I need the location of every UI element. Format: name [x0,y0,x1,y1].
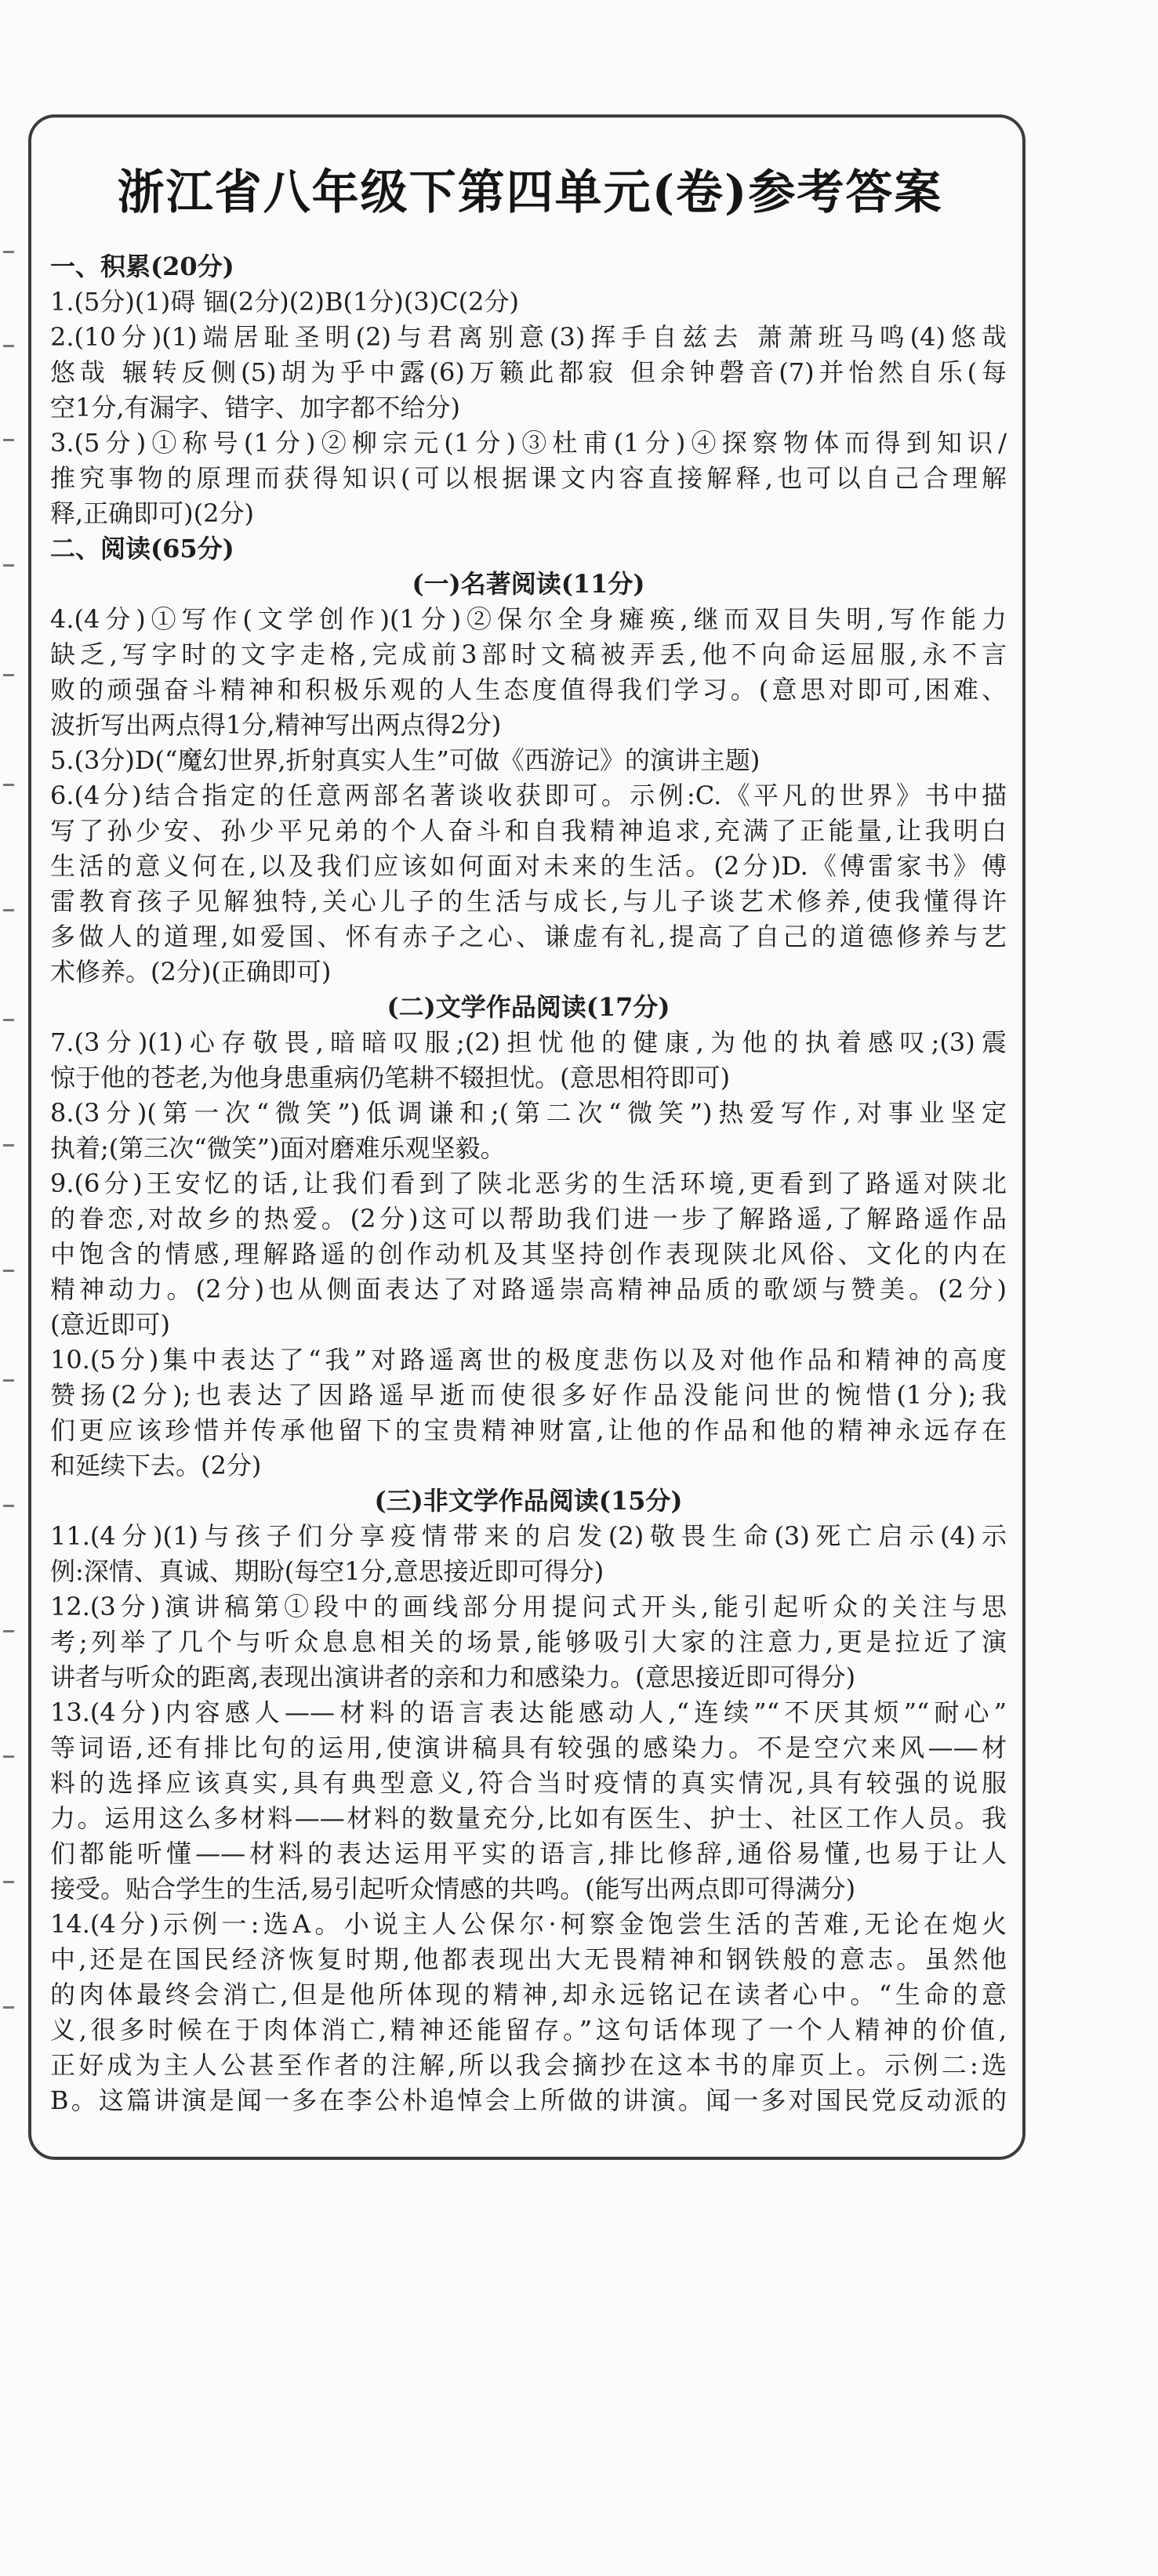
page-edge-marks [0,235,20,2116]
section-heading: 二、阅读(65分) [50,534,234,563]
answer-line: 2.(10分)(1)端居耻圣明(2)与君离别意(3)挥手自兹去 萧萧班马鸣(4)悠哉 [50,322,1007,352]
answer-line: 5.(3分)D(“魔幻世界,折射真实人生”可做《西游记》的演讲主题) [50,745,761,775]
answer-line: 11.(4分)(1)与孩子们分享疫情带来的启发(2)敬畏生命(3)死亡启示(4)示 [50,1521,1007,1551]
answer-line: 8.(3分)(第一次“微笑”)低调谦和;(第二次“微笑”)热爱写作,对事业坚定 [50,1098,1007,1128]
answer-line: 7.(3分)(1)心存敬畏,暗暗叹服;(2)担忧他的健康,为他的执着感叹;(3)震 [50,1027,1007,1057]
answer-line: 4.(4分)①写作(文学创作)(1分)②保尔全身瘫痪,继而双目失明,写作能力 [50,604,1007,634]
subsection-heading: (二)文学作品阅读(17分) [387,992,670,1022]
answer-line: 的肉体最终会消亡,但是他所体现的精神,却永远铭记在读者心中。“生命的意 [50,1980,1007,2009]
answer-line: 中饱含的情感,理解路遥的创作动机及其坚持创作表现陕北风俗、文化的内在 [50,1239,1007,1269]
answer-line: 空1分,有漏字、错字、加字都不给分) [50,393,461,422]
answer-key-frame [28,114,1026,2160]
answer-line: B。这篇讲演是闻一多在李公朴追悼会上所做的讲演。闻一多对国民党反动派的 [50,2085,1007,2115]
answer-line: 正好成为主人公甚至作者的注解,所以我会摘抄在这本书的扉页上。示例二:选 [50,2050,1007,2080]
answer-line: 讲者与听众的距离,表现出演讲者的亲和力和感染力。(意思接近即可得分) [50,1662,856,1692]
answer-line: 波折写出两点得1分,精神写出两点得2分) [50,710,502,740]
answer-line: 10.(5分)集中表达了“我”对路遥离世的极度悲伤以及对他作品和精神的高度 [50,1345,1007,1375]
answer-line: 推究事物的原理而获得知识(可以根据课文内容直接解释,也可以自己合理解 [50,463,1007,493]
answer-line: 术修养。(2分)(正确即可) [50,957,332,987]
section-heading: 一、积累(20分) [50,252,234,281]
answer-line: 14.(4分)示例一:选A。小说主人公保尔·柯察金饱尝生活的苦难,无论在炮火 [50,1909,1007,1939]
answer-line: 缺乏,写字时的文字走格,完成前3部时文稿被弄丢,他不向命运屈服,永不言 [50,639,1007,669]
answer-line: 多做人的道理,如爱国、怀有赤子之心、谦虚有礼,提高了自己的道德修养与艺 [50,922,1007,951]
subsection-heading: (一)名著阅读(11分) [412,569,645,599]
answer-line: 们更应该珍惜并传承他留下的宝贵精神财富,让他的作品和他的精神永远存在 [50,1415,1007,1445]
answer-line: 料的选择应该真实,具有典型意义,符合当时疫情的真实情况,具有较强的说服 [50,1768,1007,1798]
answer-line: 考;列举了几个与听众息息相关的场景,能够吸引大家的注意力,更是拉近了演 [50,1627,1007,1657]
answer-line: 中,还是在国民经济恢复时期,他都表现出大无畏精神和钢铁般的意志。虽然他 [50,1944,1007,1974]
answer-line: 惊于他的苍老,为他身患重病仍笔耕不辍担忧。(意思相符即可) [50,1063,731,1092]
answer-line: 9.(6分)王安忆的话,让我们看到了陕北恶劣的生活环境,更看到了路遥对陕北 [50,1168,1007,1198]
answer-line: 悠哉 辗转反侧(5)胡为乎中露(6)万籁此都寂 但余钟磬音(7)并怡然自乐(每 [50,357,1007,387]
answer-line: 和延续下去。(2分) [50,1451,262,1480]
answer-line: 雷教育孩子见解独特,关心儿子的生活与成长,与儿子谈艺术修养,使我懂得许 [50,886,1007,916]
answer-line: 接受。贴合学生的生活,易引起听众情感的共鸣。(能写出两点即可得满分) [50,1874,856,1904]
page-title: 浙江省八年级下第四单元(卷)参考答案 [117,165,943,220]
answer-line: 12.(3分)演讲稿第①段中的画线部分用提问式开头,能引起听众的关注与思 [50,1592,1007,1621]
answer-line: 败的顽强奋斗精神和积极乐观的人生态度值得我们学习。(意思对即可,困难、 [50,675,1007,705]
answer-line: 义,很多时候在于肉体消亡,精神还能留存。”这句话体现了一个人精神的价值, [50,2015,1007,2045]
answer-line: 赞扬(2分);也表达了因路遥早逝而使很多好作品没能问世的惋惜(1分);我 [50,1380,1007,1410]
answer-line: 6.(4分)结合指定的任意两部名著谈收获即可。示例:C.《平凡的世界》书中描 [50,781,1007,810]
answer-line: 3.(5分)①称号(1分)②柳宗元(1分)③杜甫(1分)④探察物体而得到知识/ [50,428,1007,458]
answer-line: 生活的意义何在,以及我们应该如何面对未来的生活。(2分)D.《傅雷家书》傅 [50,851,1007,881]
answer-line: 例:深情、真诚、期盼(每空1分,意思接近即可得分) [50,1556,604,1586]
answer-line: 力。运用这么多材料——材料的数量充分,比如有医生、护士、社区工作人员。我 [50,1803,1007,1833]
answer-line: 的眷恋,对故乡的热爱。(2分)这可以帮助我们进一步了解路遥,了解路遥作品 [50,1204,1007,1234]
answer-line: 1.(5分)(1)碍 锢(2分)(2)B(1分)(3)C(2分) [50,287,520,317]
answer-line: (意近即可) [50,1310,170,1339]
answer-line: 精神动力。(2分)也从侧面表达了对路遥崇高精神品质的歌颂与赞美。(2分) [50,1274,1007,1304]
answer-body [50,249,1007,2118]
subsection-heading: (三)非文学作品阅读(15分) [374,1486,683,1516]
answer-line: 释,正确即可)(2分) [50,498,254,528]
answer-line: 13.(4分)内容感人——材料的语言表达能感动人,“连续”“不厌其烦”“耐心” [50,1697,1007,1727]
answer-line: 等词语,还有排比句的运用,使演讲稿具有较强的感染力。不是空穴来风——材 [50,1733,1007,1763]
answer-line: 执着;(第三次“微笑”)面对磨难乐观坚毅。 [50,1133,506,1163]
answer-line: 写了孙少安、孙少平兄弟的个人奋斗和自我精神追求,充满了正能量,让我明白 [50,816,1007,846]
answer-line: 们都能听懂——材料的表达运用平实的语言,排比修辞,通俗易懂,也易于让人 [50,1839,1007,1868]
